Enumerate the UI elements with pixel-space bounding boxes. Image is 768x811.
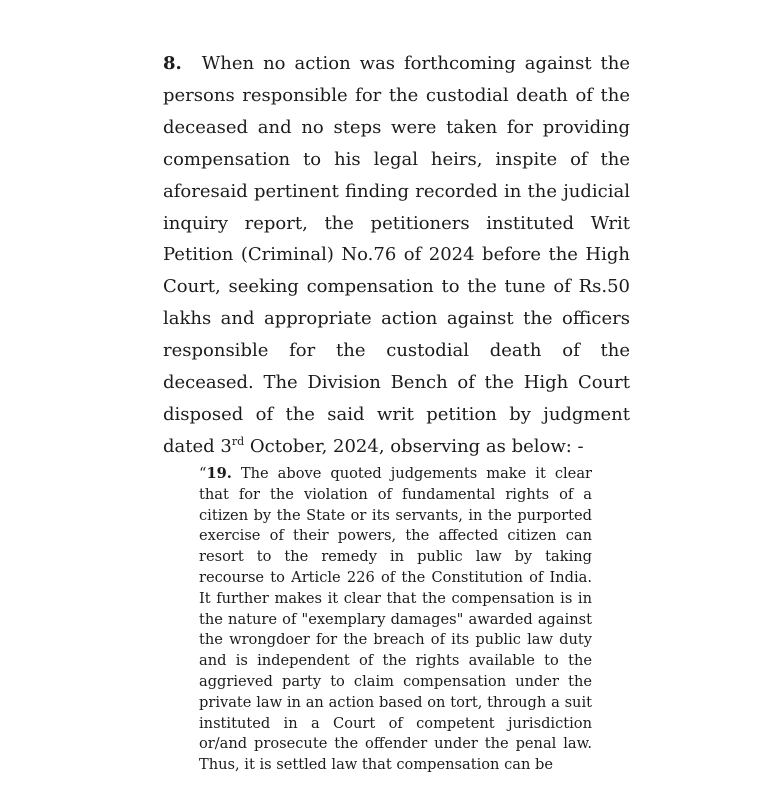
paragraph-text-end: October, 2024, observing as below: -	[244, 435, 584, 457]
date-ordinal-superscript: rd	[231, 434, 245, 448]
paragraph-number: 8.	[163, 53, 182, 74]
quoted-judgment	[199, 464, 592, 776]
paragraph-8	[163, 48, 630, 463]
quote-text: The above quoted judgements make it clear that for the violation of fundamental rights of a citizen by the State or its servants, in the purported exercise of their powers, the affected citizen can resort to the remedy in public law by taking recourse to Article 226 of the Constitution of India. It further makes it clear that the compensation is in the nature of "exemplary damages" awarded against the wrongdoer for the breach of its public law duty and is independent of the rights available to the aggrieved party to claim compensation under the private law in an action based on tort, through a suit instituted in a Court of competent jurisdiction or/and prosecute the offender under the penal law. Thus, it is settled law that compensation can be	[199, 465, 592, 774]
quote-open-mark: “	[199, 465, 207, 482]
quote-paragraph-number: 19.	[206, 465, 232, 482]
paragraph-text: When no action was forthcoming against the persons responsible for the custodial death of the deceased and no steps were taken for providing compensation to his legal heirs, inspite of the aforesaid pertinent finding recorded in the judicial inquiry report, the petitioners instituted Writ Petition (Criminal) No.76 of 2024 before the High Court, seeking compensation to the tune of Rs.50 lakhs and appropriate action against the officers responsible for the custodial death of the deceased. The Division Bench of the High Court disposed of the said writ petition by judgment dated 3	[163, 53, 630, 457]
